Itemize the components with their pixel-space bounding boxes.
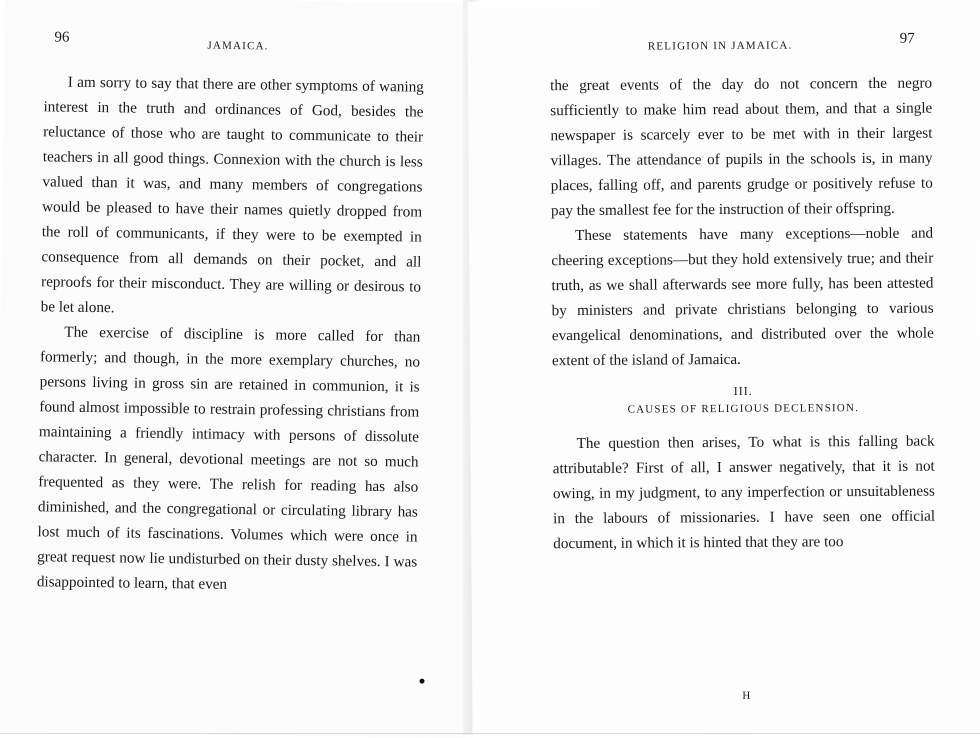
right-page <box>467 0 980 737</box>
left-running-head: JAMAICA. <box>207 39 269 53</box>
right-page-number: 97 <box>899 30 915 47</box>
left-text-column <box>37 69 424 599</box>
right-paragraph-3: The question then arises, To what is this falling back attributable? First of all, I answer negatively, that it is not owing, in my judgment, to any imperfection or unsuitableness in the labours of missionaries. I have seen one official document, in which it is hinted that they are too <box>552 432 936 553</box>
signature-mark: H <box>742 689 752 702</box>
left-paragraph-2: The exercise of discipline is more called for than formerly; and though, in the more exemplary churches, no persons living in gross sin are retained in communion, it is found almost impossible to restrain professing christians from maintaining a friendly intimacy with persons of dissolute character. In general, devotional meetings are not so much frequented as they were. The relish for reading has also diminished, and the congregational or circulating library has lost much of its fascinations. Volumes which were once in great request now lie undisturbed on their dusty shelves. I was disappointed to learn, that even <box>36 323 421 593</box>
left-paragraph-1: I am sorry to say that there are other symptoms of waning interest in the truth and ordinances of God, besides the reluctance of those who are taught to communicate to their teachers in all good things. Connexion with the church is less valued than it was, and many members of congregations would be pleased to have their names quietly dropped from the roll of communicants, if they were to be exempted in consequence from all demands on their pocket, and all reproofs for their misconduct. They are willing or desirous to be let alone. <box>40 73 424 317</box>
left-page <box>0 0 475 738</box>
right-running-head: RELIGION IN JAMAICA. <box>647 39 793 53</box>
section-number: III. <box>733 383 753 398</box>
ink-speck <box>419 679 424 684</box>
right-text-column <box>550 71 935 557</box>
section-title: CAUSES OF RELIGIOUS DECLENSION. <box>627 402 860 416</box>
right-paragraph-2: These statements have many exceptions—noble and cheering exceptions—but they hold extensively true; and their truth, as we shall afterwards see more fully, has been attested by ministers and private christians belonging to various evangelical denominations, and distributed over the whole extent of the island of Jamaica. <box>551 224 934 370</box>
right-paragraph-1: the great events of the day do not concern the negro sufficiently to make him read about them, and that a single newspaper is scarcely ever to be met with in their largest villages. The attendance of pupils in the schools is, in many places, falling off, and parents grudge or positively refuse to pay the smallest fee for the instruction of their offspring. <box>550 74 933 220</box>
scan-edge <box>0 733 980 734</box>
left-page-number: 96 <box>54 29 70 46</box>
